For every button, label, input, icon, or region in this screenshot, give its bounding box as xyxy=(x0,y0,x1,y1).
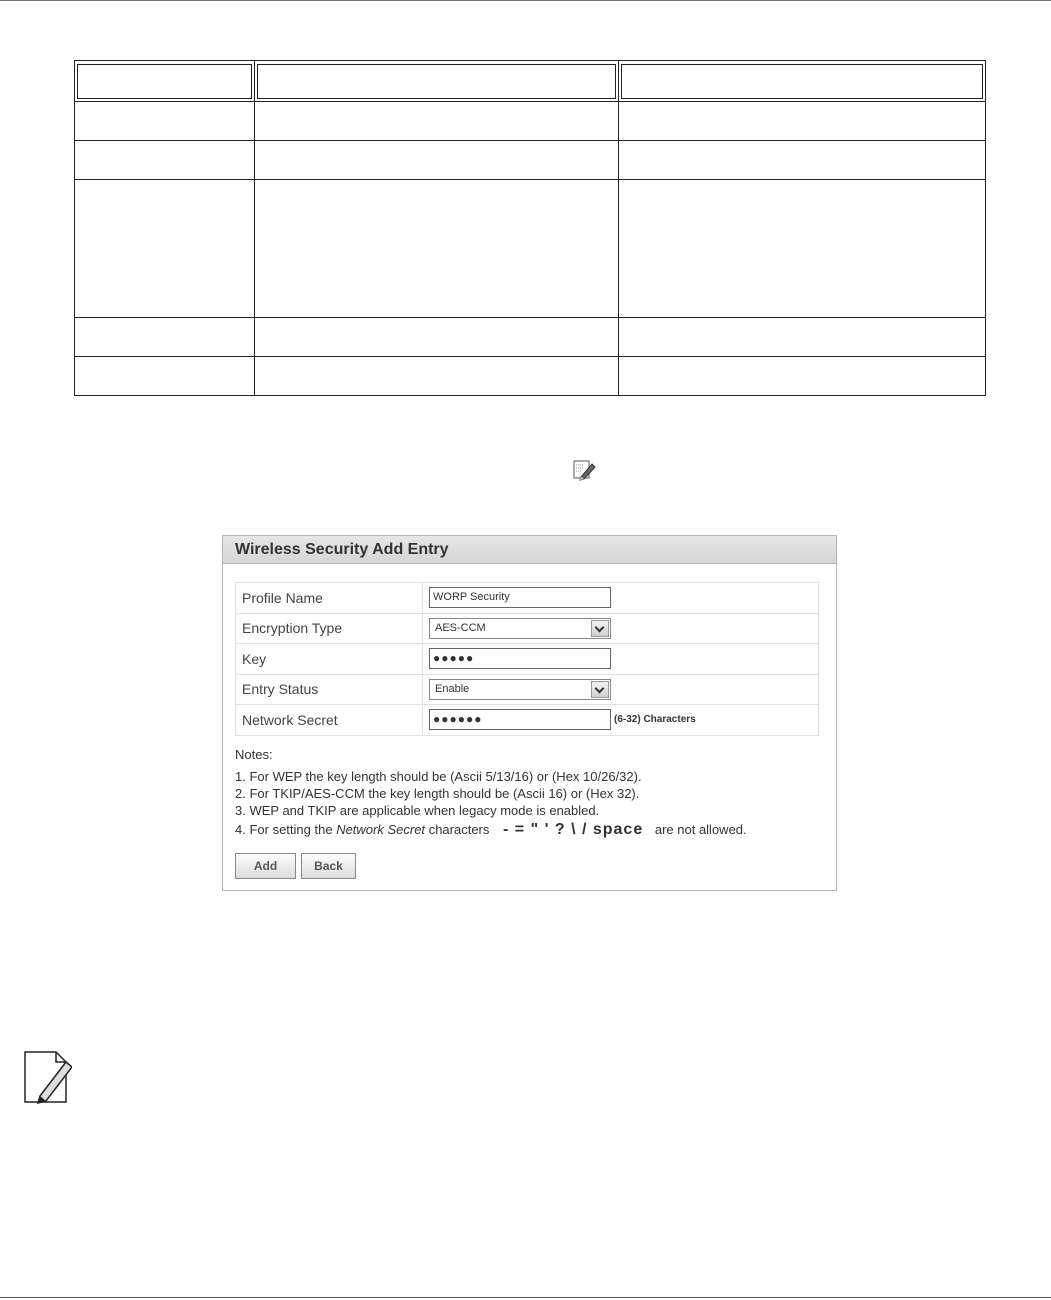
back-button[interactable]: Back xyxy=(301,853,356,879)
table-row xyxy=(75,141,986,180)
table-row xyxy=(75,318,986,357)
profile-name-label: Profile Name xyxy=(236,583,423,614)
table-row xyxy=(75,102,986,141)
key-label: Key xyxy=(236,644,423,675)
note-line-3: 3. WEP and TKIP are applicable when legacy mode is enabled. xyxy=(235,803,600,818)
note-line-4-disallowed-chars: - = " ' ? \ / space xyxy=(503,821,644,838)
chevron-down-icon[interactable] xyxy=(591,681,609,698)
note-line-4 xyxy=(235,821,747,838)
encryption-type-select[interactable] xyxy=(429,618,611,639)
note-line-4-italic: Network Secret xyxy=(336,822,426,837)
panel-title: Wireless Security Add Entry xyxy=(223,536,836,564)
note-pencil-icon xyxy=(22,1046,72,1106)
entry-form xyxy=(235,582,819,736)
table-row xyxy=(75,357,986,396)
profile-name-input[interactable]: WORP Security xyxy=(429,587,611,608)
note-line-2: 2. For TKIP/AES-CCM the key length should be (Ascii 16) or (Hex 32). xyxy=(235,786,640,801)
notes-title: Notes: xyxy=(235,747,273,762)
network-secret-label: Network Secret xyxy=(236,705,423,736)
form-row-profile-name xyxy=(236,583,819,614)
notes-section xyxy=(235,747,747,838)
note-line-4-suffix: are not allowed. xyxy=(654,822,747,837)
key-input[interactable]: ●●●●● xyxy=(429,648,611,669)
entry-status-label: Entry Status xyxy=(236,674,423,705)
note-line-1: 1. For WEP the key length should be (Ascii 5/13/16) or (Hex 10/26/32). xyxy=(235,769,642,784)
network-secret-input[interactable]: ●●●●●● xyxy=(429,709,611,730)
table-header-cell xyxy=(619,61,986,102)
note-line-4-prefix: 4. For setting the xyxy=(235,822,333,837)
entry-status-value: Enable xyxy=(435,682,470,695)
form-row-network-secret xyxy=(236,705,819,736)
network-secret-hint: (6-32) Characters xyxy=(614,714,696,726)
table-header-row xyxy=(75,61,986,102)
encryption-type-value: AES-CCM xyxy=(435,621,486,634)
entry-status-select[interactable] xyxy=(429,679,611,700)
add-button[interactable]: Add xyxy=(235,853,296,879)
form-row-encryption-type xyxy=(236,613,819,644)
top-rule xyxy=(0,0,1051,1)
edit-icon xyxy=(572,459,596,481)
table-header-cell xyxy=(75,61,255,102)
encryption-type-label: Encryption Type xyxy=(236,613,423,644)
chevron-down-icon[interactable] xyxy=(591,620,609,637)
form-row-key xyxy=(236,644,819,675)
table-header-cell xyxy=(254,61,619,102)
wireless-security-add-entry-panel xyxy=(222,535,837,891)
parameter-table xyxy=(74,60,986,396)
note-line-4-mid: characters xyxy=(428,822,490,837)
form-row-entry-status xyxy=(236,674,819,705)
bottom-rule xyxy=(0,1297,1051,1298)
table-row xyxy=(75,180,986,318)
